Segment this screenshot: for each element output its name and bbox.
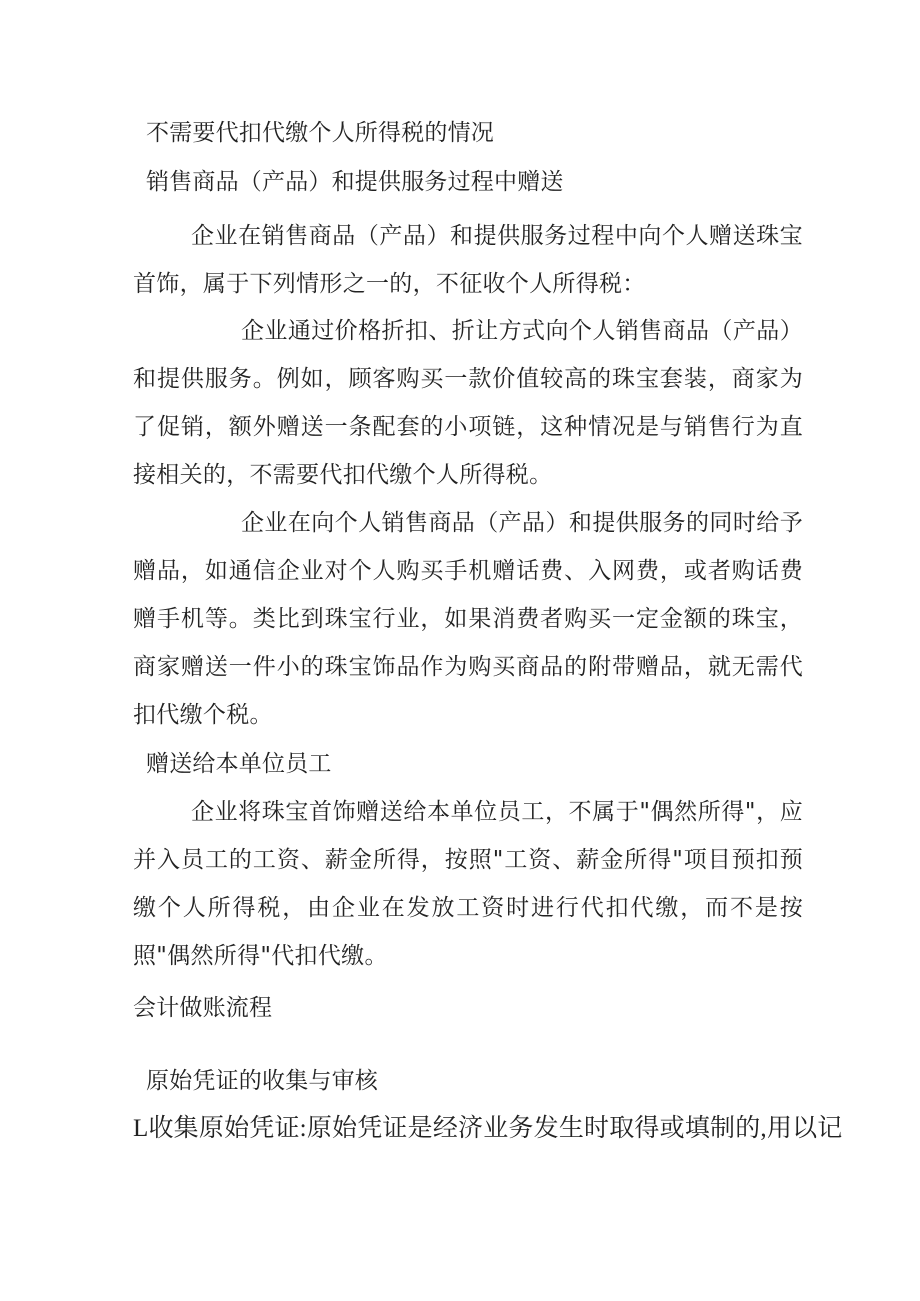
paragraph-discount-case: 企业通过价格折扣、折让方式向个人销售商品（产品）和提供服务。例如，顾客购买一款价值较高的珠宝套装，商家为了促销，额外赠送一条配套的小项链，这种情况是与销售行为直接相关的，不需要代扣代缴个人所得税。 [133, 318, 803, 488]
section-heading-accounting-process: 会计做账流程 [133, 995, 273, 1021]
paragraph-gift-with-purchase-case: 企业在向个人销售商品（产品）和提供服务的同时给予赠品，如通信企业对个人购买手机赠话费、入网费，或者购话费赠手机等。类比到珠宝行业，如果消费者购买一定金额的珠宝，商家赠送一件小的珠宝饰品作为购买商品的附带赠品，就无需代扣代缴个税。 [133, 510, 803, 728]
subheading-employee-gifts: 赠送给本单位员工 [146, 751, 332, 777]
paragraph-employee-gift-tax: 企业将珠宝首饰赠送给本单位员工，不属于"偶然所得"，应并入员工的工资、薪金所得，按照"工资、薪金所得"项目预扣预缴个人所得税，由企业在发放工资时进行代扣代缴，而不是按照"偶然所得"代扣代缴。 [133, 799, 803, 969]
paragraph-sales-gift-intro: 企业在销售商品（产品）和提供服务过程中向个人赠送珠宝首饰，属于下列情形之一的，不征收个人所得税： [133, 223, 803, 297]
section-heading-no-withholding: 不需要代扣代缴个人所得税的情况 [146, 120, 494, 146]
paragraph-collect-vouchers: L收集原始凭证:原始凭证是经济业务发生时取得或填制的,用以记 [133, 1115, 843, 1142]
subheading-original-vouchers: 原始凭证的收集与审核 [146, 1068, 378, 1094]
subheading-sales-gifts: 销售商品（产品）和提供服务过程中赠送 [146, 169, 564, 195]
